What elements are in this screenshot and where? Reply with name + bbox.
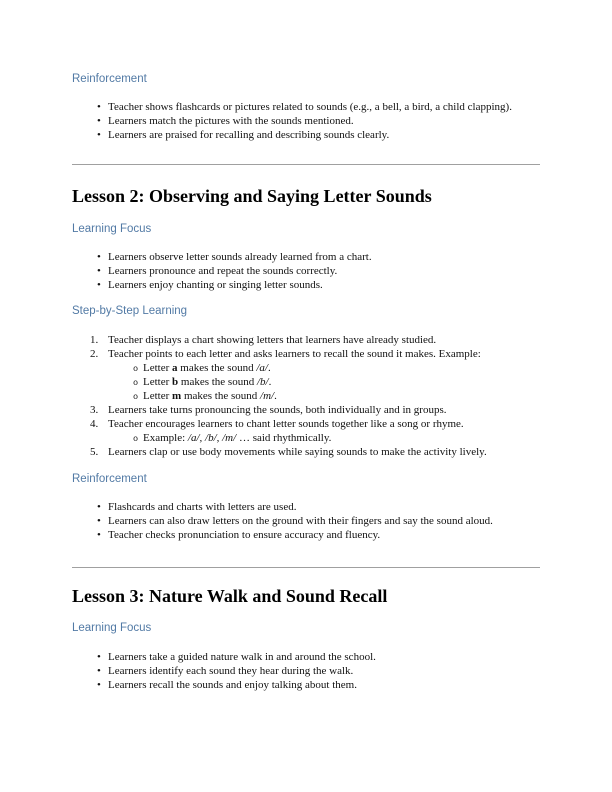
- circle-bullet-icon: o: [133, 364, 139, 374]
- list-item-text: Learners match the pictures with the sounds mentioned.: [108, 115, 354, 127]
- sub-list-item: [72, 361, 540, 375]
- text-run-bold: a: [172, 362, 178, 374]
- list-item-text: Learners observe letter sounds already learned from a chart.: [108, 251, 372, 263]
- list-item: [72, 500, 540, 514]
- text-run: makes the sound: [178, 376, 257, 388]
- list-number: 4.: [90, 418, 99, 430]
- bullet-icon: •: [97, 279, 101, 291]
- bullet-icon: •: [97, 129, 101, 141]
- circle-bullet-icon: o: [133, 378, 139, 388]
- list-item-text: Teacher displays a chart showing letters that learners have already studied.: [108, 334, 437, 346]
- list-number: 2.: [90, 348, 99, 360]
- bullet-icon: •: [97, 529, 101, 541]
- list-item: [72, 278, 540, 292]
- bullet-icon: •: [97, 665, 101, 677]
- text-run-italic: /m/: [260, 390, 275, 402]
- numbered-item: [72, 403, 540, 417]
- numbered-item: [72, 333, 540, 347]
- text-run-italic: /b/: [256, 376, 269, 388]
- circle-bullet-icon: o: [133, 392, 139, 402]
- list-item-text: Teacher shows flashcards or pictures related to sounds (e.g., a bell, a bird, a child clapping).: [108, 101, 512, 113]
- list-item: [72, 528, 540, 542]
- list-item-text: [143, 432, 331, 444]
- text-run: Letter: [143, 362, 173, 374]
- list-item: [72, 664, 540, 678]
- bullet-icon: •: [97, 265, 101, 277]
- bullet-list-learning-focus-2: [72, 650, 540, 692]
- list-number: 5.: [90, 446, 99, 458]
- text-run: makes the sound: [177, 362, 257, 374]
- bullet-list-reinforcement-1: [72, 100, 540, 142]
- list-item: [72, 250, 540, 264]
- text-run-bold: b: [172, 376, 179, 388]
- text-run: … said rhythmically.: [236, 432, 332, 444]
- list-item: [72, 128, 540, 142]
- section-heading-learning-focus-1: Learning Focus: [72, 223, 152, 235]
- sub-list-item: [72, 431, 540, 445]
- list-item: [72, 100, 540, 114]
- bullet-icon: •: [97, 679, 101, 691]
- list-item-text: Learners identify each sound they hear during the walk.: [108, 665, 354, 677]
- list-item: [72, 650, 540, 664]
- list-item: [72, 264, 540, 278]
- text-run-italic: /a/: [256, 362, 268, 374]
- numbered-item: [72, 445, 540, 459]
- list-item-text: [143, 362, 271, 374]
- lesson-2-title: Lesson 2: Observing and Saying Letter Sounds: [72, 186, 432, 206]
- section-heading-learning-focus-2: Learning Focus: [72, 622, 152, 634]
- circle-bullet-icon: o: [133, 434, 139, 444]
- bullet-icon: •: [97, 651, 101, 663]
- list-item-text: Learners take a guided nature walk in and around the school.: [108, 651, 376, 663]
- text-run-bold: m: [172, 390, 182, 402]
- list-item-text: [143, 376, 271, 388]
- numbered-list-steps: [72, 333, 540, 459]
- text-run: .: [274, 390, 277, 402]
- text-run: Example:: [143, 432, 188, 444]
- bullet-icon: •: [97, 515, 101, 527]
- section-heading-steps: Step-by-Step Learning: [72, 305, 188, 317]
- sub-list-item: [72, 389, 540, 403]
- list-item-text: Learners clap or use body movements while saying sounds to make the activity lively.: [108, 446, 487, 458]
- text-run-italic: /a/, /b/, /m/: [187, 432, 237, 444]
- bullet-list-reinforcement-2: [72, 500, 540, 542]
- bullet-icon: •: [97, 501, 101, 513]
- list-item-text: Teacher checks pronunciation to ensure accuracy and fluency.: [108, 529, 381, 541]
- list-number: 3.: [90, 404, 99, 416]
- bullet-icon: •: [97, 101, 101, 113]
- list-item-text: Learners take turns pronouncing the sounds, both individually and in groups.: [108, 404, 447, 416]
- sub-list-item: [72, 375, 540, 389]
- bullet-icon: •: [97, 115, 101, 127]
- section-divider: [72, 164, 540, 165]
- section-divider: [72, 567, 540, 568]
- list-item-text: Learners pronounce and repeat the sounds correctly.: [108, 265, 338, 277]
- list-item-text: Learners are praised for recalling and describing sounds clearly.: [108, 129, 390, 141]
- text-run: Letter: [143, 390, 173, 402]
- text-run: makes the sound: [181, 390, 261, 402]
- list-item: [72, 514, 540, 528]
- bullet-icon: •: [97, 251, 101, 263]
- lesson-3-title: Lesson 3: Nature Walk and Sound Recall: [72, 586, 388, 606]
- text-run: .: [267, 362, 271, 374]
- numbered-item: [72, 347, 540, 361]
- list-item: [72, 678, 540, 692]
- list-item: [72, 114, 540, 128]
- section-heading-reinforcement-2: Reinforcement: [72, 473, 147, 485]
- section-heading-reinforcement-1: Reinforcement: [72, 73, 147, 85]
- list-item-text: Learners can also draw letters on the ground with their fingers and say the sound aloud.: [108, 515, 493, 527]
- list-item-text: Teacher points to each letter and asks learners to recall the sound it makes. Example:: [108, 348, 481, 360]
- text-run: .: [268, 376, 272, 388]
- numbered-item: [72, 417, 540, 431]
- list-item-text: [143, 390, 277, 402]
- list-item-text: Learners enjoy chanting or singing letter sounds.: [108, 279, 323, 291]
- list-number: 1.: [90, 334, 99, 346]
- text-run: Letter: [143, 376, 173, 388]
- list-item-text: Teacher encourages learners to chant letter sounds together like a song or rhyme.: [108, 418, 464, 430]
- list-item-text: Learners recall the sounds and enjoy talking about them.: [108, 679, 357, 691]
- bullet-list-learning-focus-1: [72, 250, 540, 292]
- list-item-text: Flashcards and charts with letters are used.: [108, 501, 297, 513]
